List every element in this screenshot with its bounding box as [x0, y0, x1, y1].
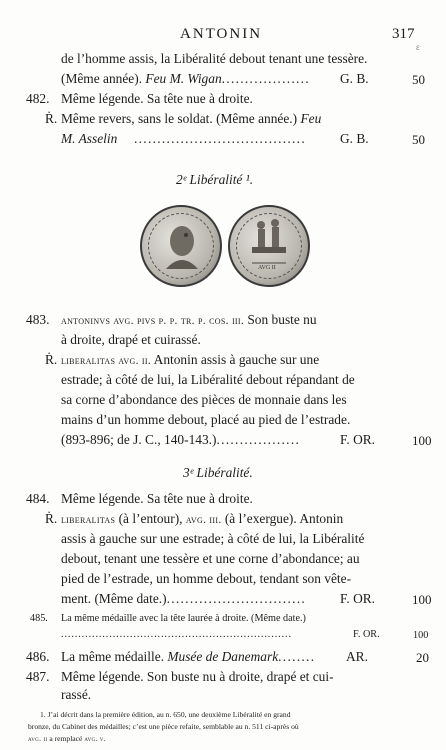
entry-487-number: 487.: [26, 669, 50, 684]
entry-484-price: 100: [412, 592, 432, 607]
entry-486-number: 486.: [26, 649, 50, 664]
footnote-line-2: bronze, du Cabinet des médailles; c’est une pièce refaite, semblable au n. 511 ci-après où: [28, 722, 299, 731]
entry-485-grade: F. OR.: [353, 629, 380, 640]
entry-485-text: La même médaille avec la tête laurée à droite. (Même date.): [61, 613, 306, 624]
section-heading-3: 3ᵉ Libéralité.: [183, 465, 253, 480]
prev-grade: G. B.: [340, 71, 369, 86]
footnote-line-1: 1. J’ai décrit dans la première édition, au n. 650, une deuxième Libéralité en grand: [40, 710, 291, 719]
prev-price: 50: [412, 72, 425, 87]
coin-reverse-icon: [228, 205, 310, 287]
prev-line-2: (Même année). Feu M. Wigan...................: [61, 71, 310, 86]
entry-484-reverse-line-2: assis à gauche sur une estrade; à côté de lui, la Libéralité: [61, 531, 365, 546]
prev-owner: Feu M. Wigan: [145, 71, 222, 86]
entry-482-price: 50: [412, 132, 425, 147]
entry-484-text: Même légende. Sa tête nue à droite.: [61, 491, 253, 506]
coin-obverse-icon: [140, 205, 222, 287]
entry-483-reverse-line-2: estrade; à côté de lui, la Libéralité debout répandant de: [61, 372, 355, 387]
entry-482-dots: .....................................: [134, 131, 306, 146]
entry-482-text: Même légende. Sa tête nue à droite.: [61, 91, 253, 106]
entry-484-reverse-line-4: pied de l’estrade, un homme debout, tendant son vête-: [61, 571, 352, 586]
entry-486-line: La même médaille. Musée de Danemark........: [61, 649, 316, 664]
margin-mark: ε: [416, 42, 420, 52]
entry-482-reverse-line-1: Même revers, sans le soldat. (Même année.) Feu: [61, 111, 322, 126]
entry-484-reverse-symbol: Ṙ.: [45, 511, 58, 526]
entry-482-reverse-symbol: Ṙ.: [45, 111, 58, 126]
entry-487-line-1: Même légende. Son buste nu à droite, drapé et cui-: [61, 669, 334, 684]
entry-484-number: 484.: [26, 491, 50, 506]
prev-line-1: de l’homme assis, la Libéralité debout tenant une tessère.: [61, 51, 368, 66]
entry-483-reverse-line-4: mains d’un homme debout, placé au pied de l’estrade.: [61, 412, 351, 427]
footnote-line-3: avg. ii a remplacé avg. v.: [28, 734, 106, 743]
entry-485-price: 100: [413, 630, 429, 641]
entry-485-number: 485.: [30, 613, 48, 624]
entry-483-line-1: antoninvs avg. pivs p. p. tr. p. cos. iii. Son buste nu: [61, 312, 317, 327]
entry-484-reverse-line-5: ment. (Même date.)..............................: [61, 591, 307, 606]
coin-reverse-exergue: AVG II: [258, 265, 276, 271]
portrait-bust-icon: [142, 207, 220, 285]
entry-487-line-2: rassé.: [61, 687, 92, 702]
entry-484-grade: F. OR.: [340, 591, 376, 606]
entry-483-reverse-line-3: sa corne d’abondance des pièces de monnaie dans les: [61, 392, 347, 407]
entry-484-reverse-line-1: liberalitas (à l’entour), avg. iii. (à l’exergue). Antonin: [61, 511, 344, 526]
entry-483-reverse-symbol: Ṙ.: [45, 352, 58, 367]
entry-482-owner: M. Asselin: [61, 131, 118, 146]
liberality-scene-icon: [230, 207, 308, 285]
entry-483-reverse-line-1: liberalitas avg. ii. Antonin assis à gauche sur une: [61, 352, 320, 367]
entry-483-price: 100: [412, 433, 432, 448]
running-title: ANTONIN: [180, 26, 263, 42]
entry-482-grade: G. B.: [340, 131, 369, 146]
entry-485-dots: ...................................................................: [61, 629, 292, 640]
entry-483-reverse-line-5: (893-896; de J. C., 140-143.)..................: [61, 432, 301, 447]
entry-483-grade: F. OR.: [340, 432, 376, 447]
entry-483-line-2: à droite, drapé et cuirassé.: [61, 332, 201, 347]
entry-486-price: 20: [416, 650, 429, 665]
entry-486-grade: AR.: [346, 649, 368, 664]
entry-483-number: 483.: [26, 312, 50, 327]
section-heading-2: 2ᵉ Libéralité ¹.: [176, 172, 254, 187]
page-number: 317: [392, 26, 415, 42]
entry-482-number: 482.: [26, 91, 50, 106]
entry-484-reverse-line-3: debout, tenant une tessère et une corne d’abondance; au: [61, 551, 360, 566]
